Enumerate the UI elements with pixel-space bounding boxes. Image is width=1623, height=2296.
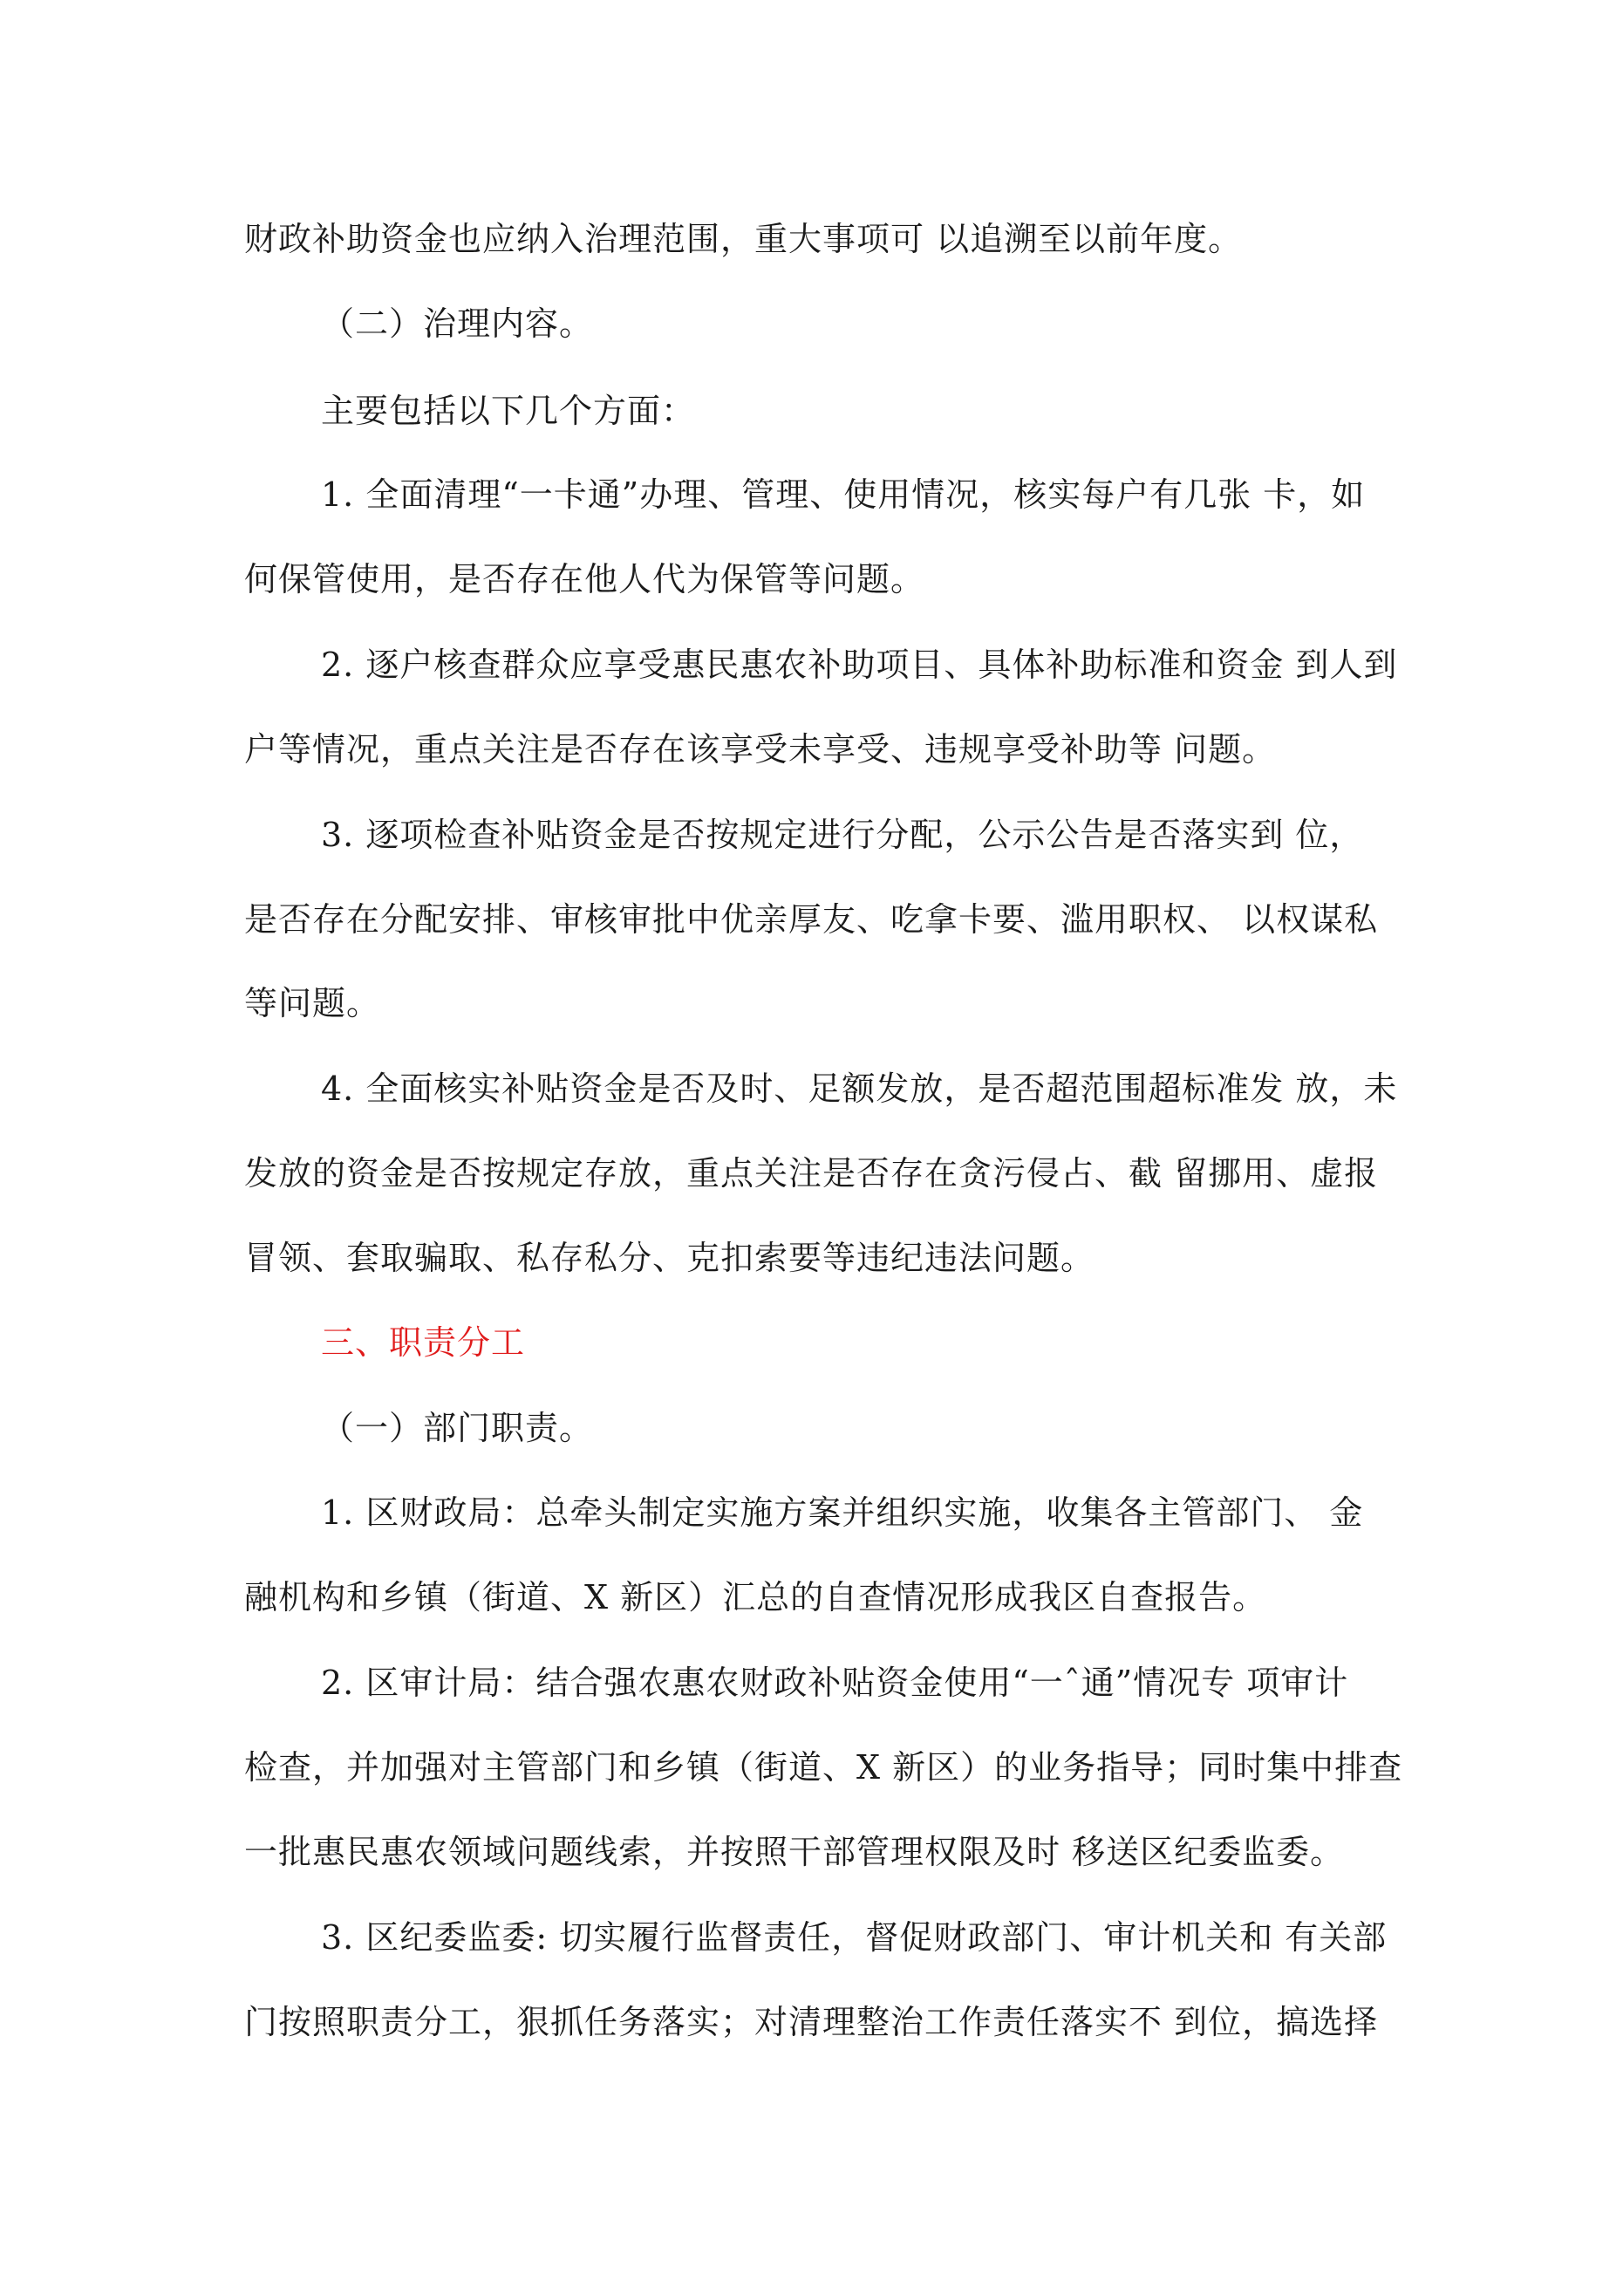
list-item-line: 检查，并加强对主管部门和乡镇（街道、X 新区）的业务指导；同时集中排查 xyxy=(244,1748,1403,1787)
list-item-line: 3. 区纪委监委: 切实履行监督责任，督促财政部门、审计机关和 有关部 xyxy=(321,1918,1388,1957)
list-item-line: 是否存在分配安排、审核审批中优亲厚友、吃拿卡要、滥用职权、 以权谋私 xyxy=(244,900,1379,939)
list-item-line: 发放的资金是否按规定存放，重点关注是否存在贪污侵占、截 留挪用、虚报 xyxy=(244,1154,1379,1192)
list-item-line: 3. 逐项检查补贴资金是否按规定进行分配，公示公告是否落实到 位， xyxy=(321,816,1364,854)
list-item-line: 1. 全面清理“一卡通”办理、管理、使用情况，核实每户有几张 卡，如 xyxy=(321,475,1366,514)
section-subheading: （一）部门职责。 xyxy=(321,1409,594,1447)
body-text-line: 财政补助资金也应纳入治理范围，重大事项可 以追溯至以前年度。 xyxy=(244,220,1243,258)
list-item-line: 2. 区审计局：结合强农惠农财政补贴资金使用“一ˆ通”情况专 项审计 xyxy=(321,1664,1349,1702)
list-item-line: 何保管使用，是否存在他人代为保管等问题。 xyxy=(244,560,925,598)
list-item-line: 一批惠民惠农领域问题线索，并按照干部管理权限及时 移送区纪委监委。 xyxy=(244,1833,1345,1871)
list-item-line: 等问题。 xyxy=(244,984,381,1022)
section-heading: 三、职责分工 xyxy=(321,1323,526,1362)
list-item-line: 2. 逐户核查群众应享受惠民惠农补助项目、具体补助标准和资金 到人到 xyxy=(321,646,1398,684)
list-item-line: 冒领、套取骗取、私存私分、克扣索要等违纪违法问题。 xyxy=(244,1239,1095,1277)
list-item-line: 门按照职责分工，狠抓任务落实；对清理整治工作责任落实不 到位，搞选择 xyxy=(244,2003,1379,2041)
section-subheading: （二）治理内容。 xyxy=(321,304,594,343)
list-item-line: 融机构和乡镇（街道、X 新区）汇总的自查情况形成我区自查报告。 xyxy=(244,1578,1267,1616)
body-text-line: 主要包括以下几个方面： xyxy=(321,392,696,430)
list-item-line: 1. 区财政局：总牵头制定实施方案并组织实施，收集各主管部门、 金 xyxy=(321,1493,1364,1532)
list-item-line: 户等情况，重点关注是否存在该享受未享受、违规享受补助等 问题。 xyxy=(244,730,1277,769)
list-item-line: 4. 全面核实补贴资金是否及时、足额发放，是否超范围超标准发 放，未 xyxy=(321,1069,1398,1108)
